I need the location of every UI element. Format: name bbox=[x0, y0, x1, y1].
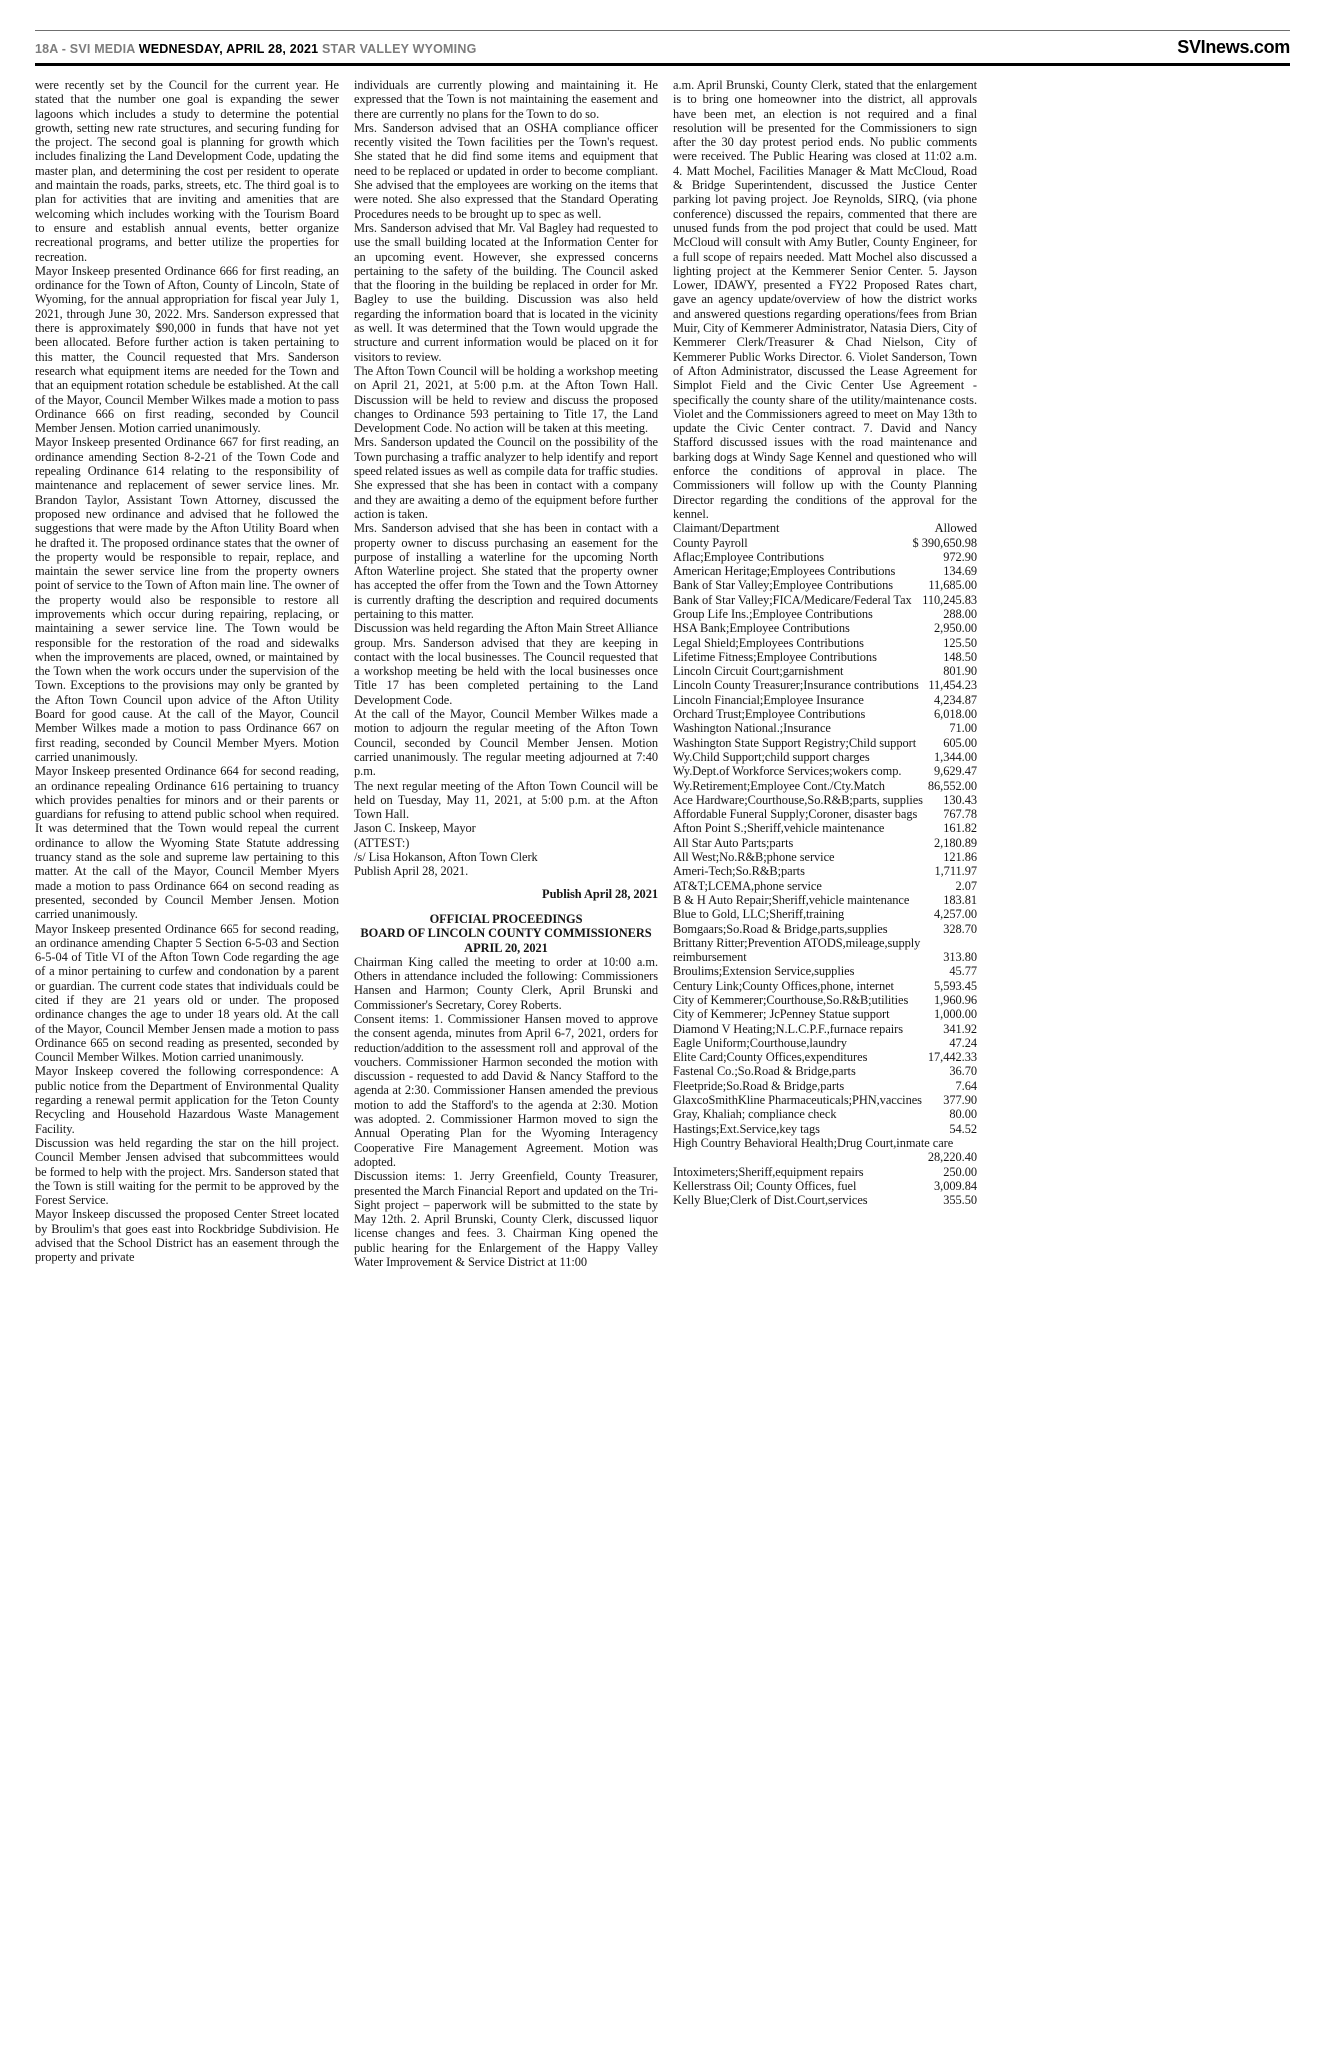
claim-amount: 54.52 bbox=[949, 1121, 977, 1136]
claim-name: Ace Hardware;Courthouse,So.R&B;parts, supplies bbox=[673, 792, 923, 807]
claim-row bbox=[673, 936, 977, 965]
column-3 bbox=[673, 78, 977, 1269]
claim-row bbox=[673, 750, 977, 764]
claim-row bbox=[673, 993, 977, 1007]
claim-amount: 183.81 bbox=[943, 892, 977, 907]
claim-name: Lincoln County Treasurer;Insurance contributions bbox=[673, 678, 919, 693]
claim-name: HSA Bank;Employee Contributions bbox=[673, 621, 850, 636]
paragraph: Mrs. Sanderson updated the Council on the possibility of the Town purchasing a traffic analyzer to help identify and report speed related issues as well as compile data for traffic studies. She expressed that she has been in contact with a company and they are awaiting a demo of the equipment before further action is taken. bbox=[354, 435, 658, 521]
claim-row bbox=[673, 1050, 977, 1064]
claim-row bbox=[673, 779, 977, 793]
claim-name: Elite Card;County Offices,expenditures bbox=[673, 1050, 868, 1065]
claim-name: Blue to Gold, LLC;Sheriff,training bbox=[673, 907, 845, 922]
claim-amount: $ 390,650.98 bbox=[912, 535, 977, 550]
claim-amount: 80.00 bbox=[949, 1107, 977, 1122]
claim-name: Legal Shield;Employees Contributions bbox=[673, 635, 864, 650]
claims-header bbox=[673, 521, 977, 535]
claim-name: Diamond V Heating;N.L.C.P.F.,furnace repairs bbox=[673, 1021, 904, 1036]
paragraph: Mrs. Sanderson advised that she has been in contact with a property owner to discuss purchasing an easement for the purpose of installing a waterline for the upcoming North Afton Waterline project. She stated that the property owner has accepted the offer from the Town and the Town Attorney is currently drafting the description and required documents pertaining to this matter. bbox=[354, 521, 658, 621]
claim-amount: 313.80 bbox=[943, 950, 977, 965]
paragraph: Mayor Inskeep presented Ordinance 665 for second reading, an ordinance amending Chapter 5 Section 6-5-03 and Section 6-5-04 of Title VI of the Afton Town Code regarding the age of a minor pertaining to curfew and condonation by a parent or guardian. The current code states that individuals could be cited if they are 21 years old or under. The proposed ordinance changes the age to under 18 years old. At the call of the Mayor, Council Member Jensen made a motion to pass Ordinance 665 on second reading as presented, seconded by Council Member Wilkes. Motion carried unanimously. bbox=[35, 921, 339, 1065]
claim-name: Afton Point S.;Sheriff,vehicle maintenance bbox=[673, 821, 885, 836]
claim-amount: 130.43 bbox=[943, 792, 977, 807]
claims-list bbox=[673, 536, 977, 1208]
publication-name: STAR VALLEY WYOMING bbox=[322, 42, 477, 56]
claim-name: All West;No.R&B;phone service bbox=[673, 850, 835, 865]
claim-amount: 45.77 bbox=[949, 964, 977, 979]
claim-row bbox=[673, 564, 977, 578]
claim-amount: 4,234.87 bbox=[934, 692, 977, 707]
claim-row bbox=[673, 664, 977, 678]
claim-amount: 148.50 bbox=[943, 649, 977, 664]
claim-amount: 36.70 bbox=[949, 1064, 977, 1079]
claim-row bbox=[673, 964, 977, 978]
claim-amount: 7.64 bbox=[955, 1078, 977, 1093]
claim-name: Intoximeters;Sheriff,equipment repairs bbox=[673, 1164, 864, 1179]
paragraph: Chairman King called the meeting to order at 10:00 a.m. Others in attendance included the following: Commissioners Hansen and Harmon; County Clerk, April Brunski and Commissioner's Secretary, Corey Roberts. bbox=[354, 954, 658, 1012]
claim-amount: 86,552.00 bbox=[927, 778, 977, 793]
paragraph: Consent items: 1. Commissioner Hansen moved to approve the consent agenda, minutes from April 6-7, 2021, orders for reduction/addition to the assessment roll and approval of the vouchers. Commissioner Harmon seconded the motion with discussion - requested to add David & Nancy Stafford to the agenda at 2:30. Commissioner Hansen amended the previous motion to add the Stafford's to the agenda at 2:30. Motion was adopted. 2. Commissioner Harmon moved to sign the Annual Operating Plan for the Wyoming Interagency Cooperative Fire Management Agreement. Motion was adopted. bbox=[354, 1012, 658, 1169]
claim-name: Orchard Trust;Employee Contributions bbox=[673, 707, 866, 722]
claim-row bbox=[673, 1107, 977, 1121]
claim-name: Fleetpride;So.Road & Bridge,parts bbox=[673, 1078, 845, 1093]
claim-amount: 3,009.84 bbox=[934, 1178, 977, 1193]
claim-name: GlaxcoSmithKline Pharmaceuticals;PHN,vaccines bbox=[673, 1093, 922, 1108]
claim-amount: 767.78 bbox=[943, 807, 977, 822]
paragraph: were recently set by the Council for the current year. He stated that the number one goal is expanding the sewer lagoons which includes a study to determine the potential growth, setting new rate structures, and securing funding for the project. The second goal is planning for growth which includes finalizing the Land Development Code, updating the master plan, and determining the cost per resident to operate and maintain the roads, parks, streets, etc. The third goal is to plan for activities that are inviting and amenities that are welcoming which includes working with the Tourism Board to ensure and establish annual events, better organize recreational programs, and better utilize the properties for recreation. bbox=[35, 78, 339, 264]
claim-amount: 11,685.00 bbox=[928, 578, 977, 593]
claim-row bbox=[673, 1193, 977, 1207]
claim-name: Kelly Blue;Clerk of Dist.Court,services bbox=[673, 1193, 868, 1208]
claim-name: Bank of Star Valley;Employee Contributions bbox=[673, 578, 893, 593]
claim-row bbox=[673, 1022, 977, 1036]
claim-name: AT&T;LCEMA,phone service bbox=[673, 878, 822, 893]
section-heading-line: APRIL 20, 2021 bbox=[464, 940, 548, 955]
publish-notice: Publish April 28, 2021 bbox=[542, 886, 658, 901]
claim-amount: 110,245.83 bbox=[922, 592, 977, 607]
claim-amount: 2.07 bbox=[955, 878, 977, 893]
claim-amount: 2,180.89 bbox=[934, 835, 977, 850]
claim-name: Broulims;Extension Service,supplies bbox=[673, 964, 855, 979]
claim-row bbox=[673, 650, 977, 664]
claim-name: Washington State Support Registry;Child support bbox=[673, 735, 917, 750]
claim-name: Brittany Ritter;Prevention ATODS,mileage,supply reimbursement bbox=[673, 935, 921, 965]
column-1 bbox=[35, 78, 339, 1269]
claim-name: Fastenal Co.;So.Road & Bridge,parts bbox=[673, 1064, 856, 1079]
claim-amount: 341.92 bbox=[943, 1021, 977, 1036]
paragraph: Discussion was held regarding the star on the hill project. Council Member Jensen advised that subcommittees would be formed to help with the project. Mrs. Sanderson stated that the Town is still waiting for the permit to be approved by the Forest Service. bbox=[35, 1135, 339, 1208]
claim-amount: 125.50 bbox=[943, 635, 977, 650]
signature-line: /s/ Lisa Hokanson, Afton Town Clerk bbox=[354, 850, 538, 865]
claim-row bbox=[673, 1079, 977, 1093]
masthead bbox=[35, 30, 1290, 66]
claim-amount: 355.50 bbox=[943, 1193, 977, 1208]
claim-row bbox=[673, 821, 977, 835]
claim-row bbox=[673, 578, 977, 592]
paragraph: The next regular meeting of the Afton Town Council will be held on Tuesday, May 11, 2021, at 5:00 p.m. at the Afton Town Hall. bbox=[354, 778, 658, 822]
claim-row bbox=[673, 1136, 977, 1165]
claim-row bbox=[673, 736, 977, 750]
claim-row bbox=[673, 836, 977, 850]
claim-amount: 2,950.00 bbox=[934, 621, 977, 636]
claim-row bbox=[673, 807, 977, 821]
claim-name: Hastings;Ext.Service,key tags bbox=[673, 1121, 820, 1136]
claim-amount: 161.82 bbox=[943, 821, 977, 836]
claim-amount: 4,257.00 bbox=[934, 907, 977, 922]
issue-date: WEDNESDAY, APRIL 28, 2021 bbox=[138, 42, 319, 56]
claim-row bbox=[673, 922, 977, 936]
paragraph: Mayor Inskeep presented Ordinance 664 for second reading, an ordinance repealing Ordinance 616 pertaining to truancy which provides penalties for minors and or their parents or guardians for refusing to attend public school when required. It was determined that the Town would repeal the current ordinance to allow the Wyoming State Statute addressing truancy stand as the sole and supreme law pertaining to this matter. At the call of the Mayor, Council Member Myers made a motion to pass Ordinance 664 on second reading as presented, seconded by Council Member Jensen. Motion carried unanimously. bbox=[35, 764, 339, 922]
paragraph: The Afton Town Council will be holding a workshop meeting on April 21, 2021, at 5:00 p.m. at the Afton Town Hall. Discussion will be held to review and discuss the proposed changes to Ordinance 593 pertaining to Title 17, the Land Development Code. No action will be taken at this meeting. bbox=[354, 363, 658, 436]
claim-row bbox=[673, 793, 977, 807]
claim-name: Aflac;Employee Contributions bbox=[673, 549, 825, 564]
section-heading-line: OFFICIAL PROCEEDINGS bbox=[429, 911, 583, 926]
claim-amount: 1,960.96 bbox=[934, 993, 977, 1007]
paragraph: individuals are currently plowing and maintaining it. He expressed that the Town is not maintaining the easement and there are currently no plans for the Town to do so. bbox=[354, 78, 658, 121]
claim-row bbox=[673, 593, 977, 607]
claim-name: B & H Auto Repair;Sheriff,vehicle maintenance bbox=[673, 892, 910, 907]
paragraph: Mayor Inskeep presented Ordinance 667 for first reading, an ordinance amending Section 8-2-21 of the Town Code and repealing Ordinance 614 relating to the responsibility of maintenance and replacement of sewer service lines. Mr. Brandon Taylor, Assistant Town Attorney, discussed the proposed new ordinance and advised that he followed the suggestions that were made by the Afton Utility Board when he drafted it. The proposed ordinance states that the owner of the property would be responsible to repair, replace, and maintain the sewer service line from the property owners point of service to the Town of Afton main line. The owner of the property would also be responsible to restore all improvements which occur during repairing, replacing, or maintaining a sewer service line. The Town would be responsible for the restoration of the road and sidewalks when the improvements are placed, owned, or maintained by the Town when the work occurs under the supervision of the Town. Exceptions to the provisions may only be granted by the Afton Town Council upon advice of the Afton Utility Board for good cause. At the call of the Mayor, Council Member Wilkes made a motion to pass Ordinance 667 on first reading, seconded by Council Member Myers. Motion carried unanimously. bbox=[35, 435, 339, 764]
claim-name: City of Kemmerer;Courthouse,So.R&B;utilities bbox=[673, 993, 909, 1007]
claim-name: Affordable Funeral Supply;Coroner, disaster bags bbox=[673, 807, 918, 822]
claim-row bbox=[673, 1122, 977, 1136]
claim-amount: 801.90 bbox=[943, 664, 977, 679]
signature-block bbox=[354, 821, 658, 878]
claim-name: High Country Behavioral Health;Drug Court,inmate care bbox=[673, 1135, 954, 1150]
claim-amount: 28,220.40 bbox=[927, 1150, 977, 1165]
masthead-left bbox=[35, 42, 477, 56]
claim-name: Gray, Khaliah; compliance check bbox=[673, 1107, 837, 1122]
claim-name: Wy.Child Support;child support charges bbox=[673, 749, 870, 764]
claim-name: Washington National.;Insurance bbox=[673, 721, 831, 736]
claim-amount: 1,711.97 bbox=[934, 864, 977, 879]
claim-row bbox=[673, 1093, 977, 1107]
column-2 bbox=[354, 78, 658, 1269]
claim-amount: 47.24 bbox=[949, 1035, 977, 1050]
claim-row bbox=[673, 764, 977, 778]
claim-row bbox=[673, 693, 977, 707]
claim-row bbox=[673, 979, 977, 993]
paragraph: Mayor Inskeep covered the following correspondence: A public notice from the Department of Environmental Quality regarding a renewal permit application for the Teton County Recycling and Household Hazardous Waste Management Facility. bbox=[35, 1064, 339, 1136]
claim-row bbox=[673, 850, 977, 864]
claim-row bbox=[673, 893, 977, 907]
claim-row bbox=[673, 1165, 977, 1179]
claim-row bbox=[673, 1036, 977, 1050]
claim-amount: 288.00 bbox=[943, 606, 977, 621]
claim-row bbox=[673, 678, 977, 692]
paragraph: Mayor Inskeep presented Ordinance 666 for first reading, an ordinance for the Town of Afton, County of Lincoln, State of Wyoming, for the annual appropriation for fiscal year July 1, 2021, through June 30, 2022. Mrs. Sanderson expressed that there is approximately $90,000 in funds that have not yet been allocated. Before further action is taken pertaining to this matter, the Council requested that Mrs. Sanderson research what equipment items are needed for the Town and that an equipment rotation schedule be established. At the call of the Mayor, Council Member Wilkes made a motion to pass Ordinance 666 on first reading, seconded by Council Member Jensen. Motion carried unanimously. bbox=[35, 263, 339, 436]
claim-row bbox=[673, 907, 977, 921]
claim-amount: 6,018.00 bbox=[934, 707, 977, 722]
claim-amount: 377.90 bbox=[943, 1093, 977, 1108]
paragraph: At the call of the Mayor, Council Member Wilkes made a motion to adjourn the regular meeting of the Afton Town Council, seconded by Council Member Jensen. Motion carried unanimously. The regular meeting adjourned at 7:40 p.m. bbox=[354, 707, 658, 779]
claim-amount: 1,344.00 bbox=[934, 749, 977, 764]
claim-name: Lincoln Circuit Court;garnishment bbox=[673, 664, 844, 679]
claim-name: Wy.Retirement;Employee Cont./Cty.Match bbox=[673, 778, 885, 793]
claim-row bbox=[673, 1007, 977, 1021]
claim-row bbox=[673, 607, 977, 621]
claim-name: County Payroll bbox=[673, 535, 748, 550]
claim-row bbox=[673, 1179, 977, 1193]
claim-row bbox=[673, 636, 977, 650]
claim-amount: 1,000.00 bbox=[934, 1007, 977, 1022]
claim-name: Bank of Star Valley;FICA/Medicare/Federal Tax bbox=[673, 592, 912, 607]
claim-amount: 328.70 bbox=[943, 921, 977, 936]
paragraph: Discussion items: 1. Jerry Greenfield, County Treasurer, presented the March Financial Report and updated on the Tri-Sight project – paperwork will be submitted to the state by May 12th. 2. April Brunski, County Clerk, discussed liquor license changes and fees. 3. Chairman King opened the public hearing for the Enlargement of the Happy Valley Water Improvement & Service District at 11:00 bbox=[354, 1169, 658, 1270]
claim-amount: 121.86 bbox=[943, 850, 977, 865]
article-columns bbox=[35, 78, 977, 1269]
paragraph: Mrs. Sanderson advised that an OSHA compliance officer recently visited the Town facilities per the Town's request. She stated that he did find some items and equipment that need to be replaced or updated in order to become compliant. She advised that the employees are working on the items that were noted. She also expressed that the Standard Operating Procedures needs to be brought up to spec as well. bbox=[354, 120, 658, 221]
claim-amount: 11,454.23 bbox=[928, 678, 977, 693]
claim-name: Bomgaars;So.Road & Bridge,parts,supplies bbox=[673, 921, 888, 936]
claim-row bbox=[673, 536, 977, 550]
claim-name: Lifetime Fitness;Employee Contributions bbox=[673, 649, 877, 664]
claim-amount: 9,629.47 bbox=[934, 764, 977, 779]
claim-name: Ameri-Tech;So.R&B;parts bbox=[673, 864, 805, 879]
page-number: 18A - SVI MEDIA bbox=[35, 42, 136, 56]
paragraph: Discussion was held regarding the Afton Main Street Alliance group. Mrs. Sanderson advised that they are keeping in contact with the local businesses. The Council requested that a workshop meeting be held with the local businesses once Title 17 has been completed pertaining to the Land Development Code. bbox=[354, 621, 658, 707]
claim-amount: 972.90 bbox=[943, 549, 977, 564]
paragraph: Mayor Inskeep discussed the proposed Center Street located by Broulim's that goes east into Rockbridge Subdivision. He advised that the School District has an easement through the property and private bbox=[35, 1207, 339, 1265]
paragraph: a.m. April Brunski, County Clerk, stated that the enlargement is to bring one homeowner into the district, all approvals have been met, an election is not required and a final resolution will be presented for the Commissioners to sign after the 30 day protest period ends. No public comments were received. The Public Hearing was closed at 11:02 a.m. 4. Matt Mochel, Facilities Manager & Matt McCloud, Road & Bridge Superintendent, discussed the Justice Center parking lot paving project. Joe Reynolds, SIRQ, (via phone conference) discussed the repairs, commented that there are unused funds from the pod project that could be used. Matt McCloud will consult with Amy Butler, County Engineer, for a full scope of repairs needed. Matt Mochel also discussed a lighting project at the Kemmerer Senior Center. 5. Jayson Lower, IDAWY, presented a FY22 Proposed Rates chart, gave an agency update/overview of how the district works and answered questions regarding operations/fees from Brian Muir, City of Kemmerer Administrator, Natasia Diers, City of Kemmerer Clerk/Treasurer & Chad Nielson, City of Kemmerer Public Works Director. 6. Violet Sanderson, Town of Afton Administrator, discussed the Lease Agreement for Simplot Field and the Civic Center Use Agreement - specifically the county share of the utility/maintenance costs. Violet and the Commissioners agreed to meet on May 13th to update the Civic Center contract. 7. David and Nancy Stafford discussed issues with the road maintenance and barking dogs at Windy Sage Kennel and questioned who will enforce the conditions of approval in place. The Commissioners will follow up with the County Planning Director regarding the conditions of the approval for the kennel. bbox=[673, 78, 977, 521]
claim-name: Century Link;County Offices,phone, internet bbox=[673, 978, 894, 993]
signature-line: Publish April 28, 2021. bbox=[354, 864, 469, 879]
claim-amount: 250.00 bbox=[943, 1164, 977, 1179]
claim-amount: 71.00 bbox=[949, 721, 977, 736]
signature-line: Jason C. Inskeep, Mayor bbox=[354, 821, 476, 836]
claim-row bbox=[673, 621, 977, 635]
claims-header-amount: Allowed bbox=[934, 521, 977, 536]
claim-row bbox=[673, 1064, 977, 1078]
claim-name: City of Kemmerer; JcPenney Statue support bbox=[673, 1007, 890, 1022]
claim-row bbox=[673, 864, 977, 878]
claim-name: Eagle Uniform;Courthouse,laundry bbox=[673, 1035, 847, 1050]
signature-line: (ATTEST:) bbox=[354, 835, 410, 850]
claim-name: American Heritage;Employees Contributions bbox=[673, 564, 896, 579]
claim-row bbox=[673, 550, 977, 564]
claim-name: Wy.Dept.of Workforce Services;wokers comp. bbox=[673, 764, 902, 779]
section-heading-line: BOARD OF LINCOLN COUNTY COMMISSIONERS bbox=[360, 926, 652, 941]
claim-row bbox=[673, 707, 977, 721]
claim-name: Kellerstrass Oil; County Offices, fuel bbox=[673, 1178, 857, 1193]
claim-row bbox=[673, 879, 977, 893]
claim-amount: 5,593.45 bbox=[934, 978, 977, 993]
claims-header-name: Claimant/Department bbox=[673, 521, 780, 536]
claim-amount: 134.69 bbox=[943, 564, 977, 579]
claim-name: Group Life Ins.;Employee Contributions bbox=[673, 606, 873, 621]
claim-name: Lincoln Financial;Employee Insurance bbox=[673, 692, 864, 707]
claim-name: All Star Auto Parts;parts bbox=[673, 835, 794, 850]
official-proceedings-heading bbox=[354, 912, 658, 955]
column-2-top-paragraphs bbox=[354, 78, 658, 821]
column-2-bottom-paragraphs bbox=[354, 955, 658, 1270]
claim-amount: 17,442.33 bbox=[927, 1050, 977, 1065]
claim-amount: 605.00 bbox=[943, 735, 977, 750]
claim-row bbox=[673, 721, 977, 735]
website-wordmark: SVInews.com bbox=[1177, 37, 1290, 57]
paragraph: Mrs. Sanderson advised that Mr. Val Bagley had requested to use the small building located at the Information Center for an upcoming event. However, she expressed concerns pertaining to the safety of the building. The Council asked that the flooring in the building be replaced in order for Mr. Bagley to use the building. Discussion was also held regarding the information board that is located in the vicinity as well. It was determined that the Town would upgrade the structure and current information would be placed on it for visitors to review. bbox=[354, 220, 658, 364]
